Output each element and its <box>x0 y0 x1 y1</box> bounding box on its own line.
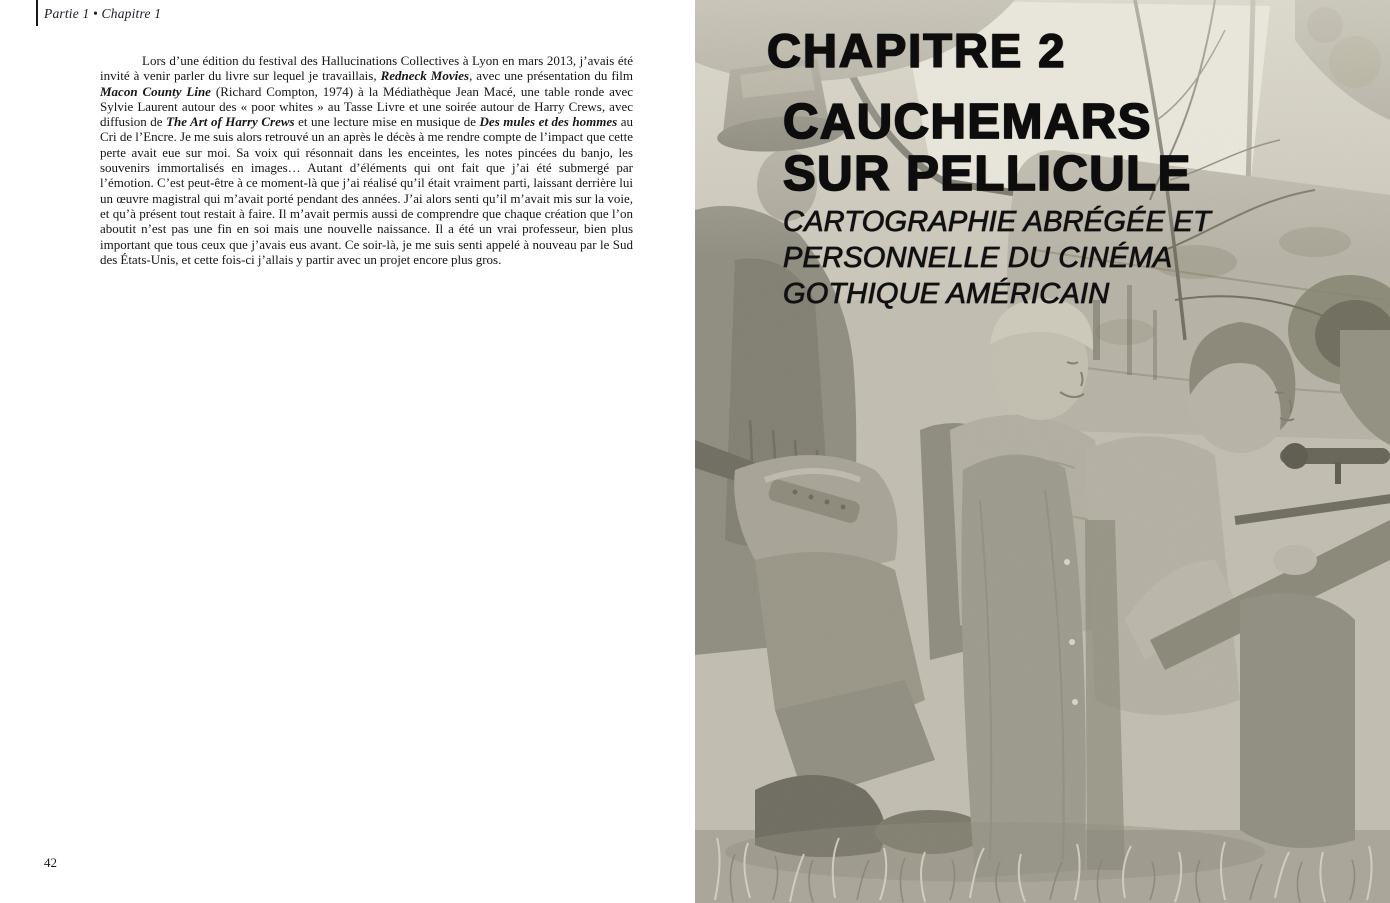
chapter-subtitle-line: GOTHIQUE AMÉRICAIN <box>783 278 1110 310</box>
margin-rule <box>36 0 38 26</box>
body-paragraph: Lors d’une édition du festival des Hallucinations Collectives à Lyon en mars 2013, j’avais été invité à venir parler du livre sur lequel je travaillais, Redneck Movies, avec une présentation du film Macon County Line (Richard Compton, 1974) à la Médiathèque Jean Macé, une table ronde avec Sylvie Laurent autour des « poor whites » au Tasse Livre et une soirée autour de Harry Crews, avec diffusion de The Art of Harry Crews et une lecture mise en musique de Des mules et des hommes au Cri de l’Encre. Je me suis alors retrouvé un an après le décès à me rendre compte de l’impact que cette perte avait eue sur moi. Sa voix qui résonnait dans les enceintes, les notes pincées du banjo, les souvenirs immortalisés en images… Autant d’éléments qui ont fait que j’ai été submergé par l’émotion. C’est peut-être à ce moment-là que j’ai réalisé qu’il était vraiment parti, laissant derrière lui un œuvre magistral qui m’avait porté pendant des années. J’ai alors senti qu’il m’avait mis sur la voie, et qu’à présent tout restait à faire. Il m’avait permis aussi de comprendre que chaque création que l’on aboutit n’est pas une fin en soi mais une nouvelle naissance. Il a été un vrai professeur, bien plus important que tous ceux que j’avais eus avant. Ce soir-là, je me suis senti appelé à nouveau par le Sud des États-Unis, et cette fois-ci j’allais y partir avec un projet encore plus gros. <box>100 53 634 267</box>
running-header: Partie 1 • Chapitre 1 <box>44 6 162 21</box>
right-page <box>695 0 1390 903</box>
chapter-number-label: CHAPITRE 2 <box>767 24 1067 77</box>
chapter-subtitle <box>783 204 1211 312</box>
chapter-title-line: SUR PELLICULE <box>783 147 1192 201</box>
chapter-title-line: CAUCHEMARS <box>783 95 1152 149</box>
chapter-title-block <box>695 0 1390 903</box>
page-number: 42 <box>44 855 57 870</box>
chapter-title <box>783 96 1192 200</box>
chapter-subtitle-line: CARTOGRAPHIE ABRÉGÉE ET <box>783 206 1211 238</box>
chapter-subtitle-line: PERSONNELLE DU CINÉMA <box>783 242 1173 274</box>
